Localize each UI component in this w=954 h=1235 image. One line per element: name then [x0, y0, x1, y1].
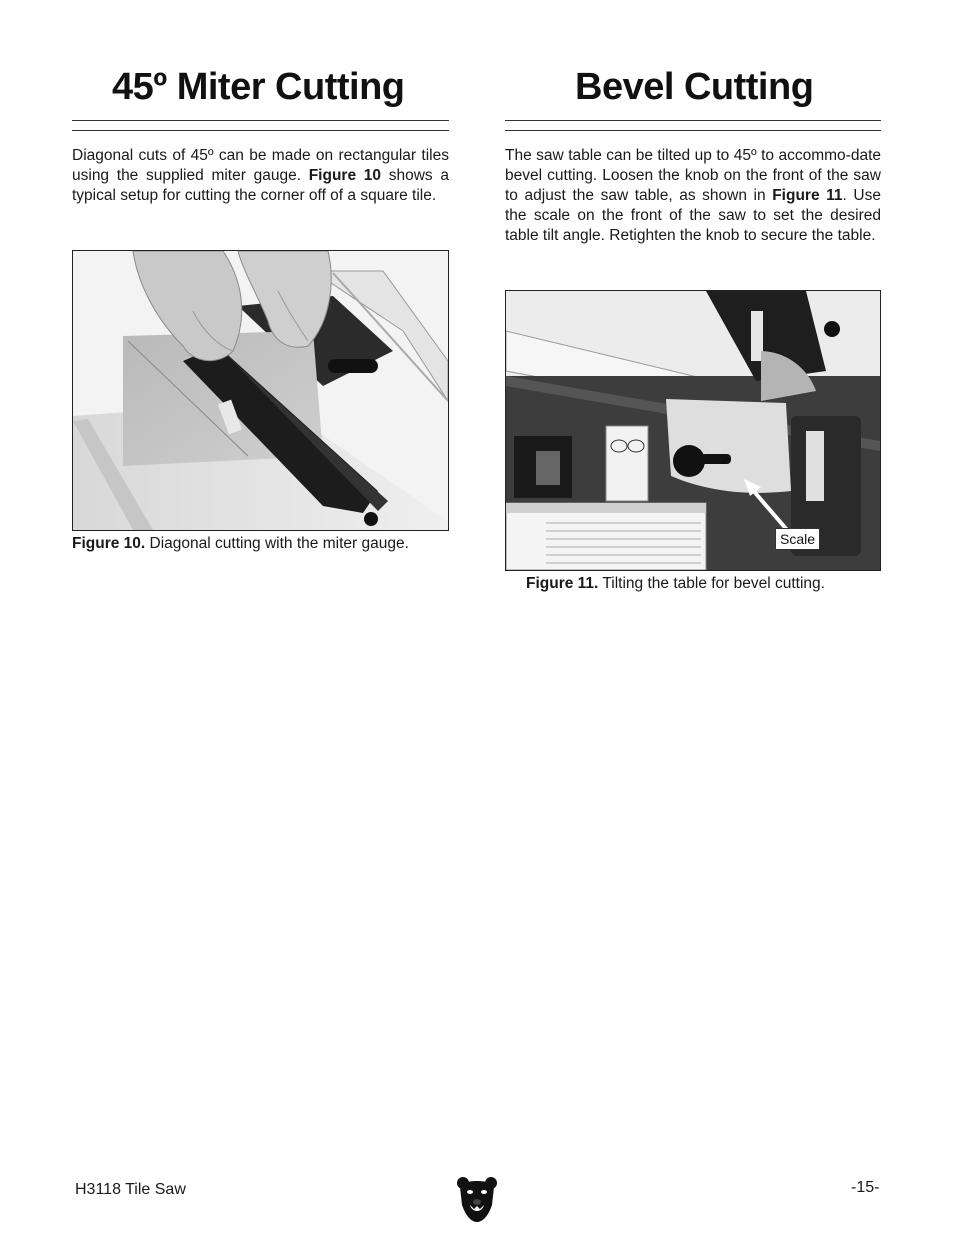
title-rule-top: [505, 120, 881, 121]
figure-11-photo: [505, 290, 881, 571]
scale-callout-label: Scale: [775, 528, 820, 550]
figure-11-caption: Figure 11. Tilting the table for bevel cutting.: [526, 575, 825, 592]
grizzly-bear-logo-icon: [456, 1175, 498, 1223]
title-rule-bottom: [505, 130, 881, 131]
section-title-bevel-cutting: Bevel Cutting: [575, 66, 814, 108]
title-rule-bottom: [72, 130, 449, 131]
footer-page-number: -15-: [851, 1179, 880, 1196]
figure-10-caption: Figure 10. Diagonal cutting with the miter gauge.: [72, 535, 409, 552]
figure-10-reference: Figure 10: [308, 167, 382, 184]
section-title-miter-cutting: 45º Miter Cutting: [112, 66, 405, 108]
miter-cutting-paragraph: Diagonal cuts of 45º can be made on rectangular tiles using the supplied miter gauge. Figure 10 shows a typical setup for cutting the corner off of a square tile.: [72, 147, 449, 204]
figure-10-photo: [72, 250, 449, 531]
footer-model-name: H3118 Tile Saw: [75, 1181, 186, 1198]
bevel-cutting-paragraph: The saw table can be tilted up to 45º to accommo-date bevel cutting. Loosen the knob on the front of the saw to adjust the saw table, as shown in Figure 11. Use the scale on the front of the saw to set the desired table tilt angle. Retighten the knob to secure the table.: [505, 147, 881, 244]
title-rule-top: [72, 120, 449, 121]
figure-11-reference: Figure 11: [772, 187, 843, 204]
